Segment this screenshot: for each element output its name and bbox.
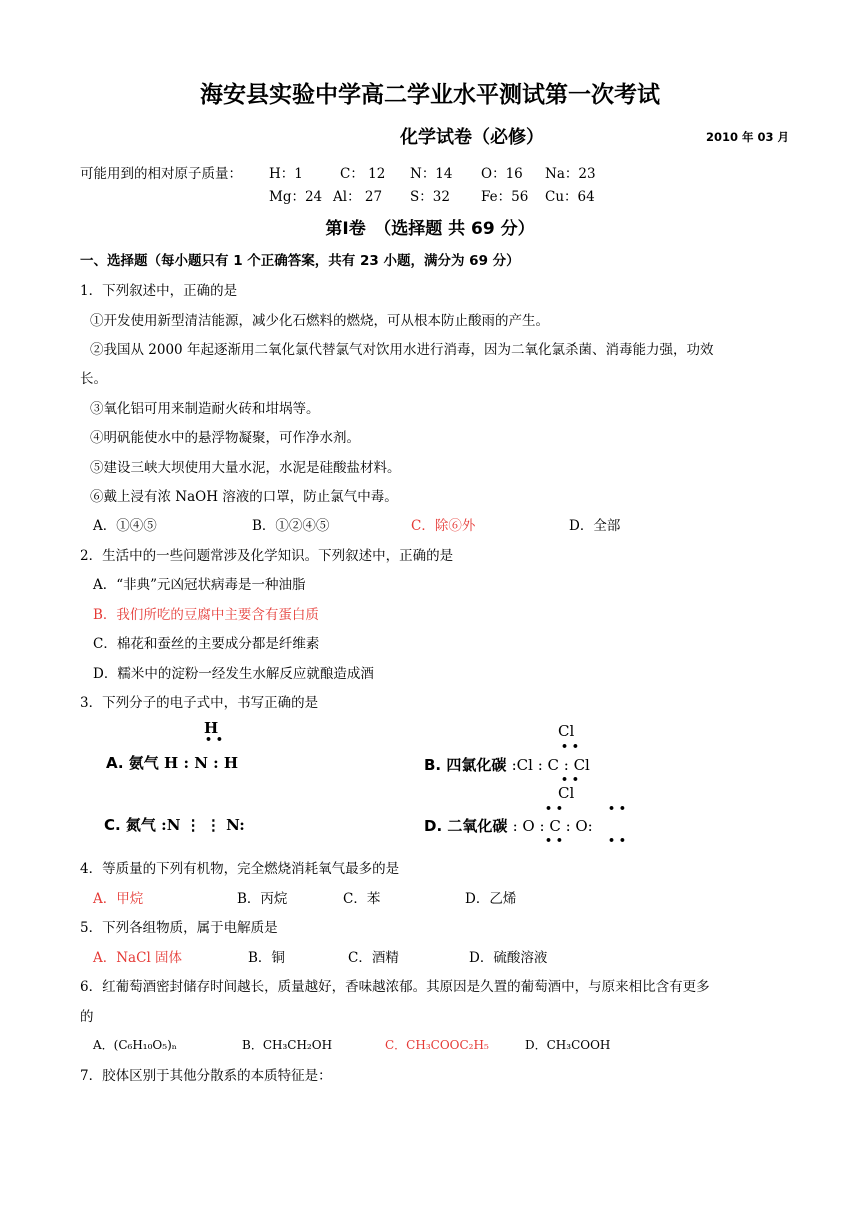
q1-item-3: ③氧化铝可用来制造耐火砖和坩埚等。 xyxy=(90,401,320,417)
q1-option-d: D．全部 xyxy=(569,518,621,534)
q3-b-formula: :Cl : C : Cl xyxy=(511,756,590,774)
q2-option-b-answer: B．我们所吃的豆腐中主要含有蛋白质 xyxy=(93,607,319,623)
q4-option-c: C．苯 xyxy=(343,891,381,907)
q3-a-lone-pair-dots: • • xyxy=(205,733,223,746)
q1-item-2: ②我国从 2000 年起逐渐用二氧化氯代替氯气对饮用水进行消毒，因为二氧化氯杀菌、消毒能力强，功效 xyxy=(90,342,714,358)
q1-option-a: A．①④⑤ xyxy=(93,518,157,534)
mass-s: S：32 xyxy=(410,189,450,205)
q1-stem: 1．下列叙述中，正确的是 xyxy=(80,283,238,299)
q2-option-c: C．棉花和蚕丝的主要成分都是纤维素 xyxy=(93,636,320,652)
q3-b-top-cl: Cl xyxy=(558,722,575,740)
mass-o: O：16 xyxy=(481,166,523,182)
q2-stem: 2．生活中的一些问题常涉及化学知识。下列叙述中，正确的是 xyxy=(80,548,454,564)
q3-b-dots-bottom: • • xyxy=(561,773,579,786)
q4-option-d: D．乙烯 xyxy=(465,891,517,907)
q6-stem-line-1: 6．红葡萄酒密封储存时间越长，质量越好，香味越浓郁。其原因是久置的葡萄酒中，与原来相比含有更多 xyxy=(80,979,710,995)
q5-option-c: C．酒精 xyxy=(348,950,399,966)
q6-option-a: A．(C₆H₁₀O₅)ₙ xyxy=(93,1038,177,1052)
q1-option-c-answer: C．除⑥外 xyxy=(411,518,476,534)
q1-item-1: ①开发使用新型清洁能源，减少化石燃料的燃烧，可从根本防止酸雨的产生。 xyxy=(90,313,549,329)
q4-option-b: B．丙烷 xyxy=(237,891,288,907)
q3-d-dots-top-left: • • xyxy=(545,802,563,815)
q3-d-dots-bottom-left: • • xyxy=(545,834,563,847)
q3-option-d xyxy=(424,815,593,836)
exam-date: 2010 年 03 月 xyxy=(706,130,790,144)
q4-stem: 4．等质量的下列有机物，完全燃烧消耗氧气最多的是 xyxy=(80,861,400,877)
q6-option-d: D．CH₃COOH xyxy=(525,1038,611,1052)
q3-b-dots-top: • • xyxy=(561,740,579,753)
q1-item-4: ④明矾能使水中的悬浮物凝聚，可作净水剂。 xyxy=(90,430,360,446)
q6-stem-line-2: 的 xyxy=(80,1009,94,1025)
mass-mg: Mg：24 xyxy=(269,189,323,205)
mass-cu: Cu：64 xyxy=(545,189,595,205)
mass-n: N：14 xyxy=(410,166,453,182)
q3-b-bottom-cl: Cl xyxy=(558,784,575,802)
q5-option-a-answer: A．NaCl 固体 xyxy=(93,950,183,966)
q4-option-a-answer: A．甲烷 xyxy=(93,891,144,907)
exam-subtitle: 化学试卷（必修） xyxy=(400,127,544,148)
q3-d-dots-bottom-right: • • xyxy=(608,834,626,847)
q3-c-formula: :N ⋮ ⋮ N: xyxy=(161,816,245,834)
part-title: 一、选择题（每小题只有 1 个正确答案，共有 23 小题，满分为 69 分） xyxy=(80,253,520,269)
q1-item-5: ⑤建设三峡大坝使用大量水泥，水泥是硅酸盐材料。 xyxy=(90,460,401,476)
exam-title: 海安县实验中学高二学业水平测试第一次考试 xyxy=(200,82,660,108)
q3-a-formula: H : N : H xyxy=(164,754,239,772)
mass-na: Na：23 xyxy=(545,166,596,182)
mass-al: Al： 27 xyxy=(333,189,383,205)
q7-stem: 7．胶体区别于其他分散系的本质特征是： xyxy=(80,1068,332,1084)
q3-a-top-h: H xyxy=(204,719,219,737)
q2-option-a: A．“非典”元凶冠状病毒是一种油脂 xyxy=(93,577,306,593)
q3-a-label: A. 氨气 xyxy=(106,754,159,772)
q3-option-c xyxy=(104,814,245,835)
q6-option-b: B．CH₃CH₂OH xyxy=(242,1038,333,1052)
q1-item-6: ⑥戴上浸有浓 NaOH 溶液的口罩，防止氯气中毒。 xyxy=(90,489,398,505)
q3-c-label: C. 氮气 xyxy=(104,816,156,834)
q5-stem: 5．下列各组物质，属于电解质是 xyxy=(80,920,278,936)
q5-option-d: D．硫酸溶液 xyxy=(469,950,548,966)
q6-option-c-answer: C．CH₃COOC₂H₅ xyxy=(385,1038,489,1052)
q3-d-dots-top-right: • • xyxy=(608,802,626,815)
q3-b-label: B. 四氯化碳 xyxy=(424,756,507,774)
q3-d-formula: : O : C : O: xyxy=(512,817,593,835)
q1-option-b: B．①②④⑤ xyxy=(252,518,330,534)
q3-option-b xyxy=(424,754,590,775)
mass-h: H：1 xyxy=(269,166,303,182)
q1-item-2-cont: 长。 xyxy=(80,371,107,387)
q2-option-d: D．糯米中的淀粉一经发生水解反应就酿造成酒 xyxy=(93,666,374,682)
q3-d-label: D. 二氧化碳 xyxy=(424,817,508,835)
q3-stem: 3．下列分子的电子式中，书写正确的是 xyxy=(80,695,319,711)
mass-c: C： 12 xyxy=(340,166,386,182)
mass-fe: Fe：56 xyxy=(481,189,529,205)
section-title: 第Ⅰ卷 （选择题 共 69 分） xyxy=(325,219,535,239)
atomic-mass-label: 可能用到的相对原子质量： xyxy=(80,166,242,182)
q3-option-a xyxy=(106,752,238,773)
q5-option-b: B．铜 xyxy=(248,950,285,966)
